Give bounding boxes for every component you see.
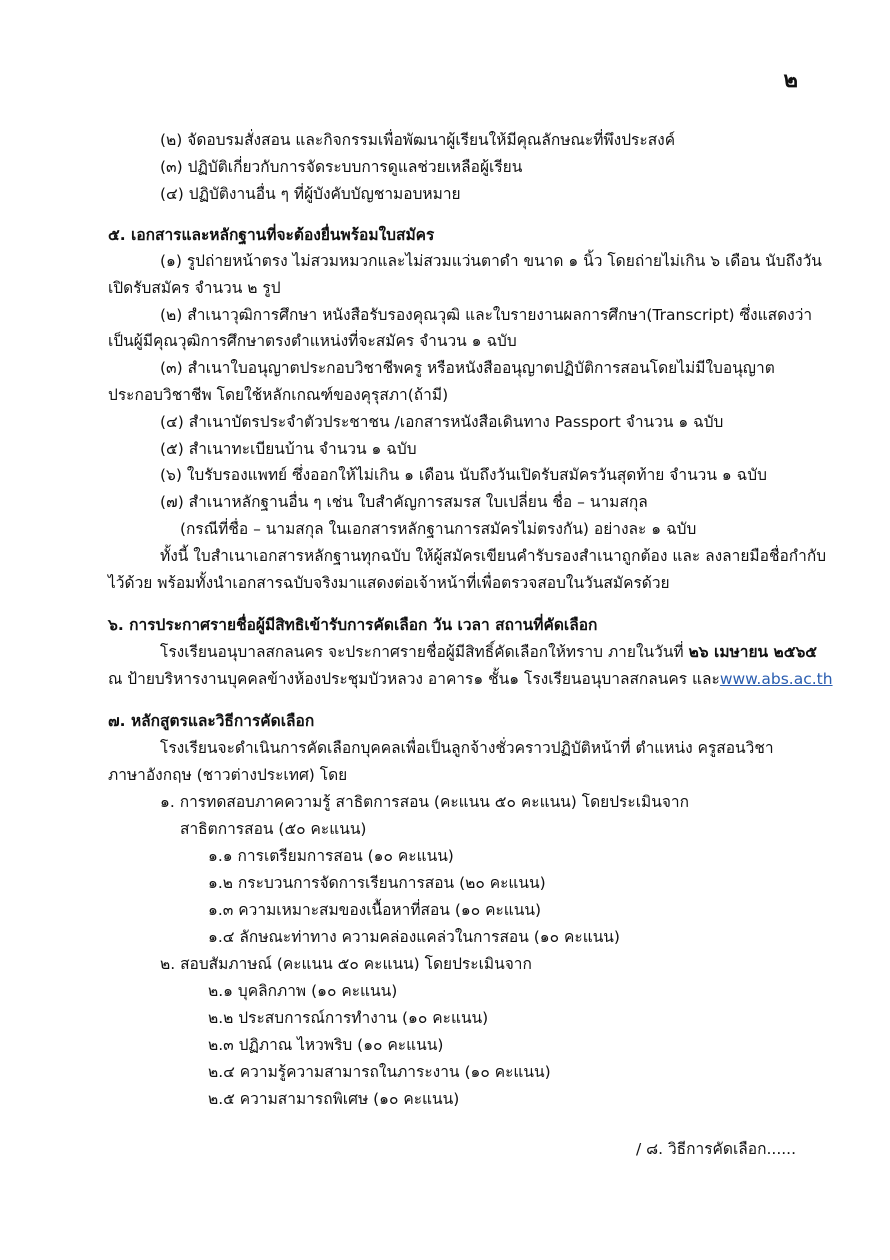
section-6-line [108, 669, 833, 689]
section-7-line: โรงเรียนจะดำเนินการคัดเลือกบุคคลเพื่อเป็นลูกจ้างชั่วคราวปฏิบัติหน้าที่ ตำแหน่ง ครูสอนวิชา [160, 739, 774, 757]
section-5-line: (๖) ใบรับรองแพทย์ ซึ่งออกให้ไม่เกิน ๑ เดือน นับถึงวันเปิดรับสมัครวันสุดท้าย จำนวน ๑ ฉบับ [160, 466, 767, 484]
section-5-line: ประกอบวิชาชีพ โดยใช้หลักเกณฑ์ของคุรุสภา(ถ้ามี) [108, 386, 449, 404]
section-7-line: ๑.๑ การเตรียมการสอน (๑๐ คะแนน) [208, 847, 454, 865]
website-link[interactable]: www.abs.ac.th [719, 670, 833, 688]
section-5-line: เป็นผู้มีคุณวุฒิการศึกษาตรงตำแหน่งที่จะสมัคร จำนวน ๑ ฉบับ [108, 332, 517, 350]
section-5-heading: ๕. เอกสารและหลักฐานที่จะต้องยื่นพร้อมใบสมัคร [108, 226, 435, 244]
section-7-line: ๑.๔ ลักษณะท่าทาง ความคล่องแคล่วในการสอน (๑๐ คะแนน) [208, 928, 620, 946]
section-7-line: ๑.๓ ความเหมาะสมของเนื้อหาที่สอน (๑๐ คะแนน) [208, 901, 542, 919]
section-7-line: สาธิตการสอน (๕๐ คะแนน) [180, 820, 367, 838]
section-5-line: ไว้ด้วย พร้อมทั้งนำเอกสารฉบับจริงมาแสดงต่อเจ้าหน้าที่เพื่อตรวจสอบในวันสมัครด้วย [108, 574, 670, 592]
page-number: ๒ [783, 68, 798, 93]
section-5-line: เปิดรับสมัคร จำนวน ๒ รูป [108, 279, 281, 297]
section-6-line [160, 642, 817, 662]
section-7-line: ๒.๑ บุคลิกภาพ (๑๐ คะแนน) [208, 982, 398, 1000]
section-7-line: ๒.๓ ปฏิภาณ ไหวพริบ (๑๐ คะแนน) [208, 1036, 444, 1054]
section-5-line: (๔) สำเนาบัตรประจำตัวประชาชน /เอกสารหนังสือเดินทาง Passport จำนวน ๑ ฉบับ [160, 413, 724, 431]
section-7-line: ภาษาอังกฤษ (ชาวต่างประเทศ) โดย [108, 766, 348, 784]
section-7-line: ๒. สอบสัมภาษณ์ (คะแนน ๕๐ คะแนน) โดยประเมินจาก [160, 955, 532, 973]
section-6-heading: ๖. การประกาศรายชื่อผู้มีสิทธิเข้ารับการคัดเลือก วัน เวลา สถานที่คัดเลือก [108, 616, 598, 634]
section-5-line: (๑) รูปถ่ายหน้าตรง ไม่สวมหมวกและไม่สวมแว่นตาดำ ขนาด ๑ นิ้ว โดยถ่ายไม่เกิน ๖ เดือน นับถึงวัน [160, 252, 822, 270]
section-5-line: (๓) สำเนาใบอนุญาตประกอบวิชาชีพครู หรือหนังสืออนุญาตปฏิบัติการสอนโดยไม่มีใบอนุญาต [160, 359, 775, 377]
section-5-line: ทั้งนี้ ใบสำเนาเอกสารหลักฐานทุกฉบับ ให้ผู้สมัครเขียนคำรับรองสำเนาถูกต้อง และ ลงลายมือชื่อกำกับ [160, 547, 827, 565]
section-7-line: ๑. การทดสอบภาคความรู้ สาธิตการสอน (คะแนน ๕๐ คะแนน) โดยประเมินจาก [160, 793, 689, 811]
intro-item: (๓) ปฏิบัติเกี่ยวกับการจัดระบบการดูแลช่วยเหลือผู้เรียน [160, 158, 523, 176]
intro-item: (๔) ปฏิบัติงานอื่น ๆ ที่ผู้บังคับบัญชามอบหมาย [160, 185, 461, 203]
section-5-line: (๗) สำเนาหลักฐานอื่น ๆ เช่น ใบสำคัญการสมรส ใบเปลี่ยน ชื่อ – นามสกุล [160, 493, 648, 511]
section-5-line: (กรณีที่ชื่อ – นามสกุล ในเอกสารหลักฐานการสมัครไม่ตรงกัน) อย่างละ ๑ ฉบับ [180, 520, 697, 538]
section-5-line: (๕) สำเนาทะเบียนบ้าน จำนวน ๑ ฉบับ [160, 440, 417, 458]
continuation-note: / ๘. วิธีการคัดเลือก...... [636, 1140, 797, 1158]
section-7-heading: ๗. หลักสูตรและวิธีการคัดเลือก [108, 712, 315, 730]
section-5-line: (๒) สำเนาวุฒิการศึกษา หนังสือรับรองคุณวุฒิ และใบรายงานผลการศึกษา(Transcript) ซึ่งแสดงว่า [160, 306, 813, 324]
announcement-date: ๒๖ เมษายน ๒๕๖๕ [688, 643, 818, 661]
section-7-line: ๑.๒ กระบวนการจัดการเรียนการสอน (๒๐ คะแนน) [208, 874, 546, 892]
section-7-line: ๒.๒ ประสบการณ์การทำงาน (๑๐ คะแนน) [208, 1009, 489, 1027]
section-7-line: ๒.๕ ความสามารถพิเศษ (๑๐ คะแนน) [208, 1090, 460, 1108]
section-6-text: ณ ป้ายบริหารงานบุคคลข้างห้องประชุมบัวหลวง อาคาร๑ ชั้น๑ โรงเรียนอนุบาลสกลนคร และ [108, 670, 720, 688]
section-6-text: โรงเรียนอนุบาลสกลนคร จะประกาศรายชื่อผู้มีสิทธิ์คัดเลือกให้ทราบ ภายในวันที่ [160, 643, 689, 661]
section-7-line: ๒.๔ ความรู้ความสามารถในภาระงาน (๑๐ คะแนน) [208, 1063, 551, 1081]
intro-item: (๒) จัดอบรมสั่งสอน และกิจกรรมเพื่อพัฒนาผู้เรียนให้มีคุณลักษณะที่พึงประสงค์ [160, 131, 676, 149]
